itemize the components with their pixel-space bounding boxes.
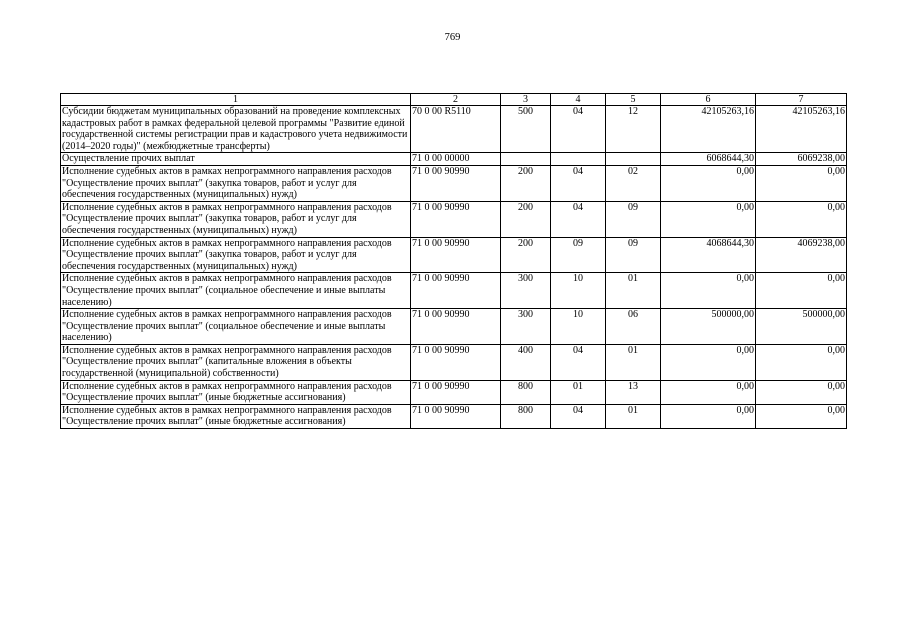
row-target-code: 71 0 00 90990 xyxy=(411,380,501,404)
row-section: 01 xyxy=(551,380,606,404)
row-target-code: 71 0 00 90990 xyxy=(411,344,501,380)
row-subsection: 01 xyxy=(606,404,661,428)
row-description: Исполнение судебных актов в рамках непрограммного направления расходов "Осуществление прочих выплат" (иные бюджетные ассигнования) xyxy=(61,404,411,428)
table-row xyxy=(61,201,847,237)
row-subsection: 01 xyxy=(606,273,661,309)
row-amount-col6: 500000,00 xyxy=(661,309,756,345)
row-amount-col6: 0,00 xyxy=(661,344,756,380)
row-amount-col6: 0,00 xyxy=(661,380,756,404)
row-description: Исполнение судебных актов в рамках непрограммного направления расходов "Осуществление прочих выплат" (социальное обеспечение и иные выплаты населению) xyxy=(61,273,411,309)
row-amount-col6: 42105263,16 xyxy=(661,106,756,153)
row-subsection: 12 xyxy=(606,106,661,153)
row-target-code: 70 0 00 R5110 xyxy=(411,106,501,153)
row-subsection: 09 xyxy=(606,201,661,237)
budget-table xyxy=(60,93,847,429)
row-description: Осуществление прочих выплат xyxy=(61,153,411,166)
row-section: 10 xyxy=(551,309,606,345)
row-description: Исполнение судебных актов в рамках непрограммного направления расходов "Осуществление прочих выплат" (социальное обеспечение и иные выплаты населению) xyxy=(61,309,411,345)
row-amount-col7: 42105263,16 xyxy=(756,106,847,153)
row-section: 04 xyxy=(551,201,606,237)
table-row xyxy=(61,165,847,201)
table-row xyxy=(61,344,847,380)
row-amount-col6: 0,00 xyxy=(661,273,756,309)
row-subsection xyxy=(606,153,661,166)
row-description: Субсидии бюджетам муниципальных образований на проведение комплексных кадастровых работ в рамках федеральной целевой программы "Развитие единой государственной системы регистрации прав и кадастрового учета недвижимости (2014–2020 годы)" (межбюджетные трансферты) xyxy=(61,106,411,153)
row-amount-col6: 0,00 xyxy=(661,165,756,201)
row-section: 09 xyxy=(551,237,606,273)
row-target-code: 71 0 00 90990 xyxy=(411,404,501,428)
table-row xyxy=(61,153,847,166)
row-amount-col7: 0,00 xyxy=(756,344,847,380)
row-description: Исполнение судебных актов в рамках непрограммного направления расходов "Осуществление прочих выплат" (иные бюджетные ассигнования) xyxy=(61,380,411,404)
row-expense-type: 200 xyxy=(501,237,551,273)
row-expense-type: 400 xyxy=(501,344,551,380)
table-row xyxy=(61,404,847,428)
row-amount-col7: 0,00 xyxy=(756,404,847,428)
row-amount-col7: 0,00 xyxy=(756,273,847,309)
header-cell: 1 xyxy=(61,94,411,106)
row-amount-col7: 4069238,00 xyxy=(756,237,847,273)
row-amount-col7: 6069238,00 xyxy=(756,153,847,166)
row-section: 04 xyxy=(551,106,606,153)
row-target-code: 71 0 00 90990 xyxy=(411,201,501,237)
table-row xyxy=(61,273,847,309)
row-amount-col6: 6068644,30 xyxy=(661,153,756,166)
row-expense-type: 300 xyxy=(501,309,551,345)
header-cell: 2 xyxy=(411,94,501,106)
row-target-code: 71 0 00 90990 xyxy=(411,273,501,309)
header-cell: 5 xyxy=(606,94,661,106)
row-expense-type: 300 xyxy=(501,273,551,309)
row-expense-type: 800 xyxy=(501,404,551,428)
row-subsection: 09 xyxy=(606,237,661,273)
table-row xyxy=(61,237,847,273)
row-expense-type: 800 xyxy=(501,380,551,404)
row-amount-col7: 0,00 xyxy=(756,201,847,237)
header-cell: 7 xyxy=(756,94,847,106)
row-section: 04 xyxy=(551,165,606,201)
table-row xyxy=(61,309,847,345)
row-amount-col7: 500000,00 xyxy=(756,309,847,345)
header-row xyxy=(61,94,847,106)
row-expense-type: 200 xyxy=(501,201,551,237)
table-row xyxy=(61,106,847,153)
row-section xyxy=(551,153,606,166)
row-expense-type: 500 xyxy=(501,106,551,153)
header-cell: 6 xyxy=(661,94,756,106)
row-subsection: 02 xyxy=(606,165,661,201)
header-cell: 4 xyxy=(551,94,606,106)
row-section: 04 xyxy=(551,404,606,428)
row-subsection: 13 xyxy=(606,380,661,404)
row-description: Исполнение судебных актов в рамках непрограммного направления расходов "Осуществление прочих выплат" (закупка товаров, работ и услуг для обеспечения государственных (муниципальных) нужд) xyxy=(61,201,411,237)
row-description: Исполнение судебных актов в рамках непрограммного направления расходов "Осуществление прочих выплат" (капитальные вложения в объекты государственной (муниципальной) собственности) xyxy=(61,344,411,380)
row-section: 04 xyxy=(551,344,606,380)
row-description: Исполнение судебных актов в рамках непрограммного направления расходов "Осуществление прочих выплат" (закупка товаров, работ и услуг для обеспечения государственных (муниципальных) нужд) xyxy=(61,165,411,201)
row-amount-col7: 0,00 xyxy=(756,380,847,404)
table-row xyxy=(61,380,847,404)
row-target-code: 71 0 00 90990 xyxy=(411,309,501,345)
row-expense-type xyxy=(501,153,551,166)
page-number: 769 xyxy=(444,32,461,43)
row-amount-col6: 0,00 xyxy=(661,201,756,237)
row-subsection: 06 xyxy=(606,309,661,345)
row-target-code: 71 0 00 90990 xyxy=(411,165,501,201)
row-section: 10 xyxy=(551,273,606,309)
header-cell: 3 xyxy=(501,94,551,106)
row-subsection: 01 xyxy=(606,344,661,380)
row-target-code: 71 0 00 00000 xyxy=(411,153,501,166)
row-description: Исполнение судебных актов в рамках непрограммного направления расходов "Осуществление прочих выплат" (закупка товаров, работ и услуг для обеспечения государственных (муниципальных) нужд) xyxy=(61,237,411,273)
row-amount-col6: 4068644,30 xyxy=(661,237,756,273)
row-amount-col7: 0,00 xyxy=(756,165,847,201)
row-target-code: 71 0 00 90990 xyxy=(411,237,501,273)
row-expense-type: 200 xyxy=(501,165,551,201)
row-amount-col6: 0,00 xyxy=(661,404,756,428)
